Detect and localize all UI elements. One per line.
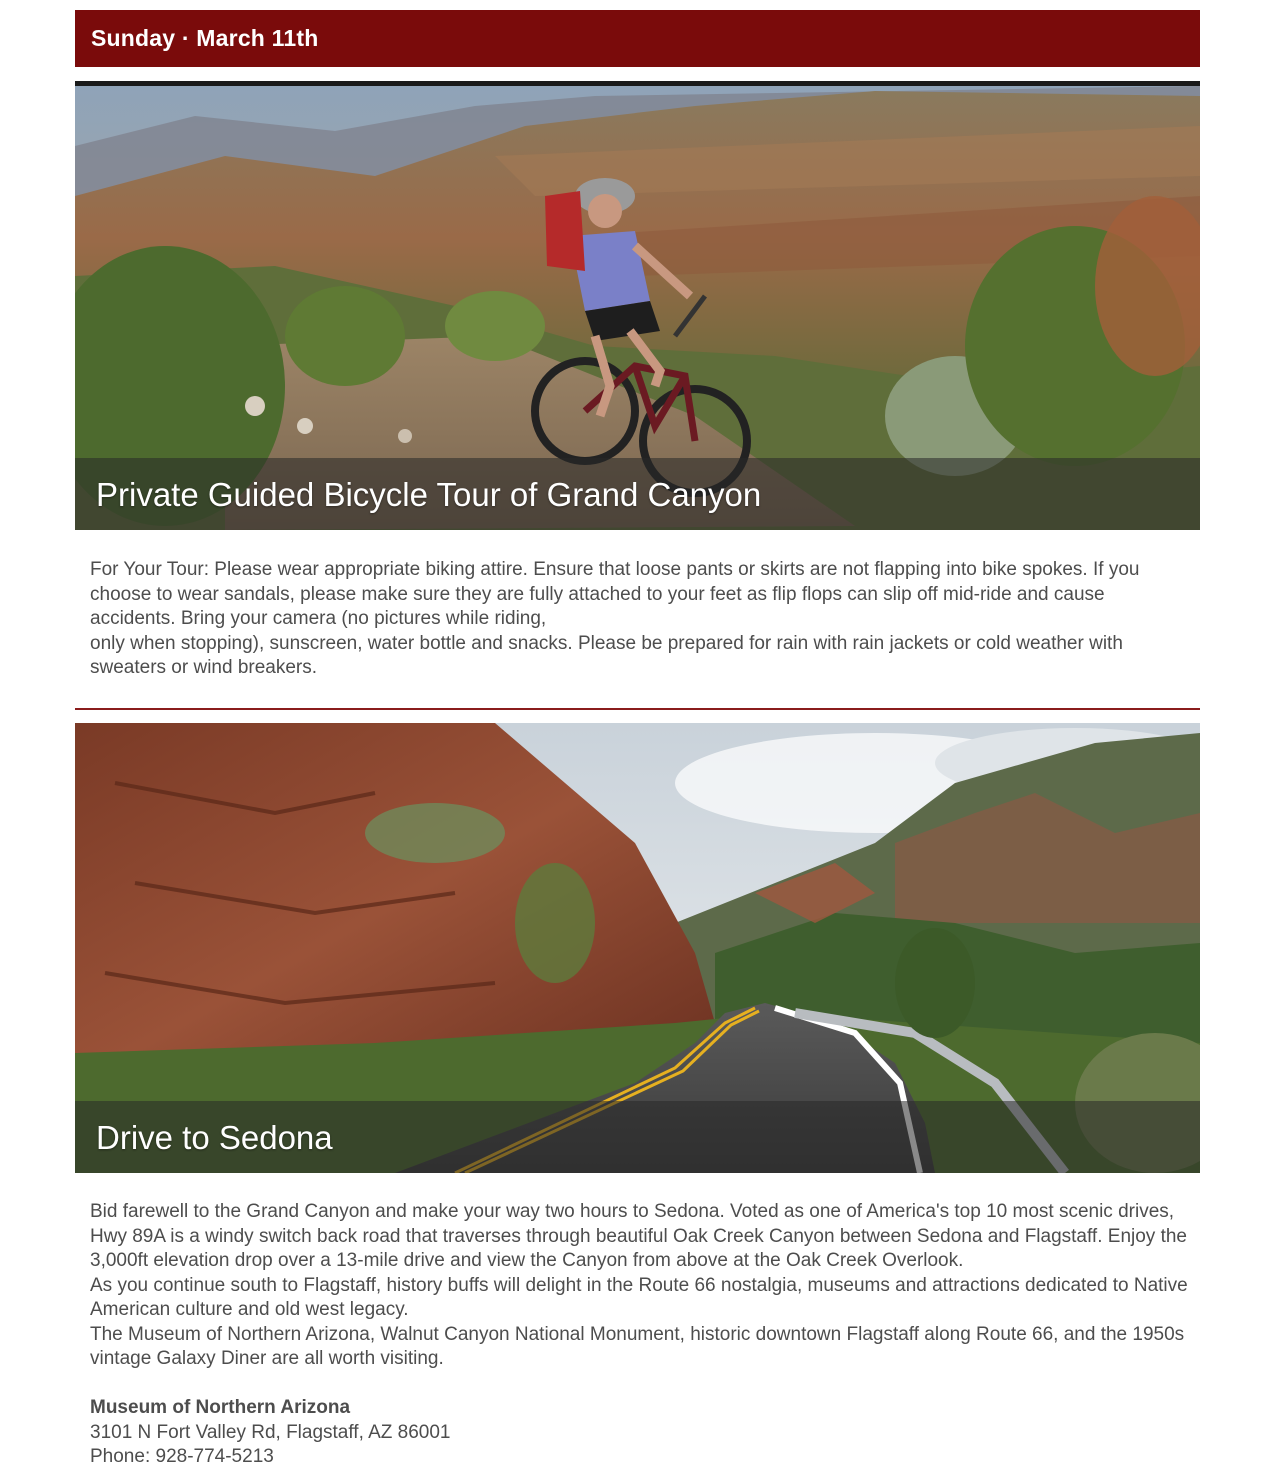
paragraph: only when stopping), sunscreen, water bottle and snacks. Please be prepared for rain with rain jackets or cold weather with sweaters or wind breakers. — [90, 632, 1123, 678]
sedona-drive-description — [90, 1200, 1195, 1470]
contact-address: 3101 N Fort Valley Rd, Flagstaff, AZ 86001 — [90, 1421, 451, 1443]
contact-phone: Phone: 928-774-5213 — [90, 1446, 274, 1467]
bicycle-tour-description — [90, 558, 1195, 681]
sedona-drive-hero-image — [75, 723, 1200, 1173]
paragraph: The Museum of Northern Arizona, Walnut Canyon National Monument, historic downtown Flagstaff along Route 66, and the 1950s vintage Galaxy Diner are all worth visiting. — [90, 1323, 1185, 1369]
paragraph: As you continue south to Flagstaff, history buffs will delight in the Route 66 nostalgia, museums and attractions dedicated to Native American culture and old west legacy. — [90, 1274, 1188, 1320]
section-divider — [75, 708, 1200, 710]
day-header: Sunday · March 11th — [75, 10, 1200, 67]
contact-name: Museum of Northern Arizona — [90, 1397, 351, 1418]
paragraph: Bid farewell to the Grand Canyon and make your way two hours to Sedona. Voted as one of America's top 10 most scenic drives, Hwy 89A is a windy switch back road that traverses through beautiful Oak Creek Canyon between Sedona and Flagstaff. Enjoy the 3,000ft elevation drop over a 13-mile drive and view the Canyon from above at the Oak Creek Overlook. — [90, 1201, 1187, 1271]
section-title: Drive to Sedona — [96, 1119, 333, 1156]
bicycle-tour-hero-image — [75, 81, 1200, 530]
section-title: Private Guided Bicycle Tour of Grand Canyon — [96, 476, 762, 513]
paragraph: For Your Tour: Please wear appropriate biking attire. Ensure that loose pants or skirts are not flapping into bike spokes. If you choose to wear sandals, please make sure they are fully attached to your feet as flip flops can slip off mid-ride and cause accidents. Bring your camera (no pictures while riding, — [90, 559, 1140, 629]
